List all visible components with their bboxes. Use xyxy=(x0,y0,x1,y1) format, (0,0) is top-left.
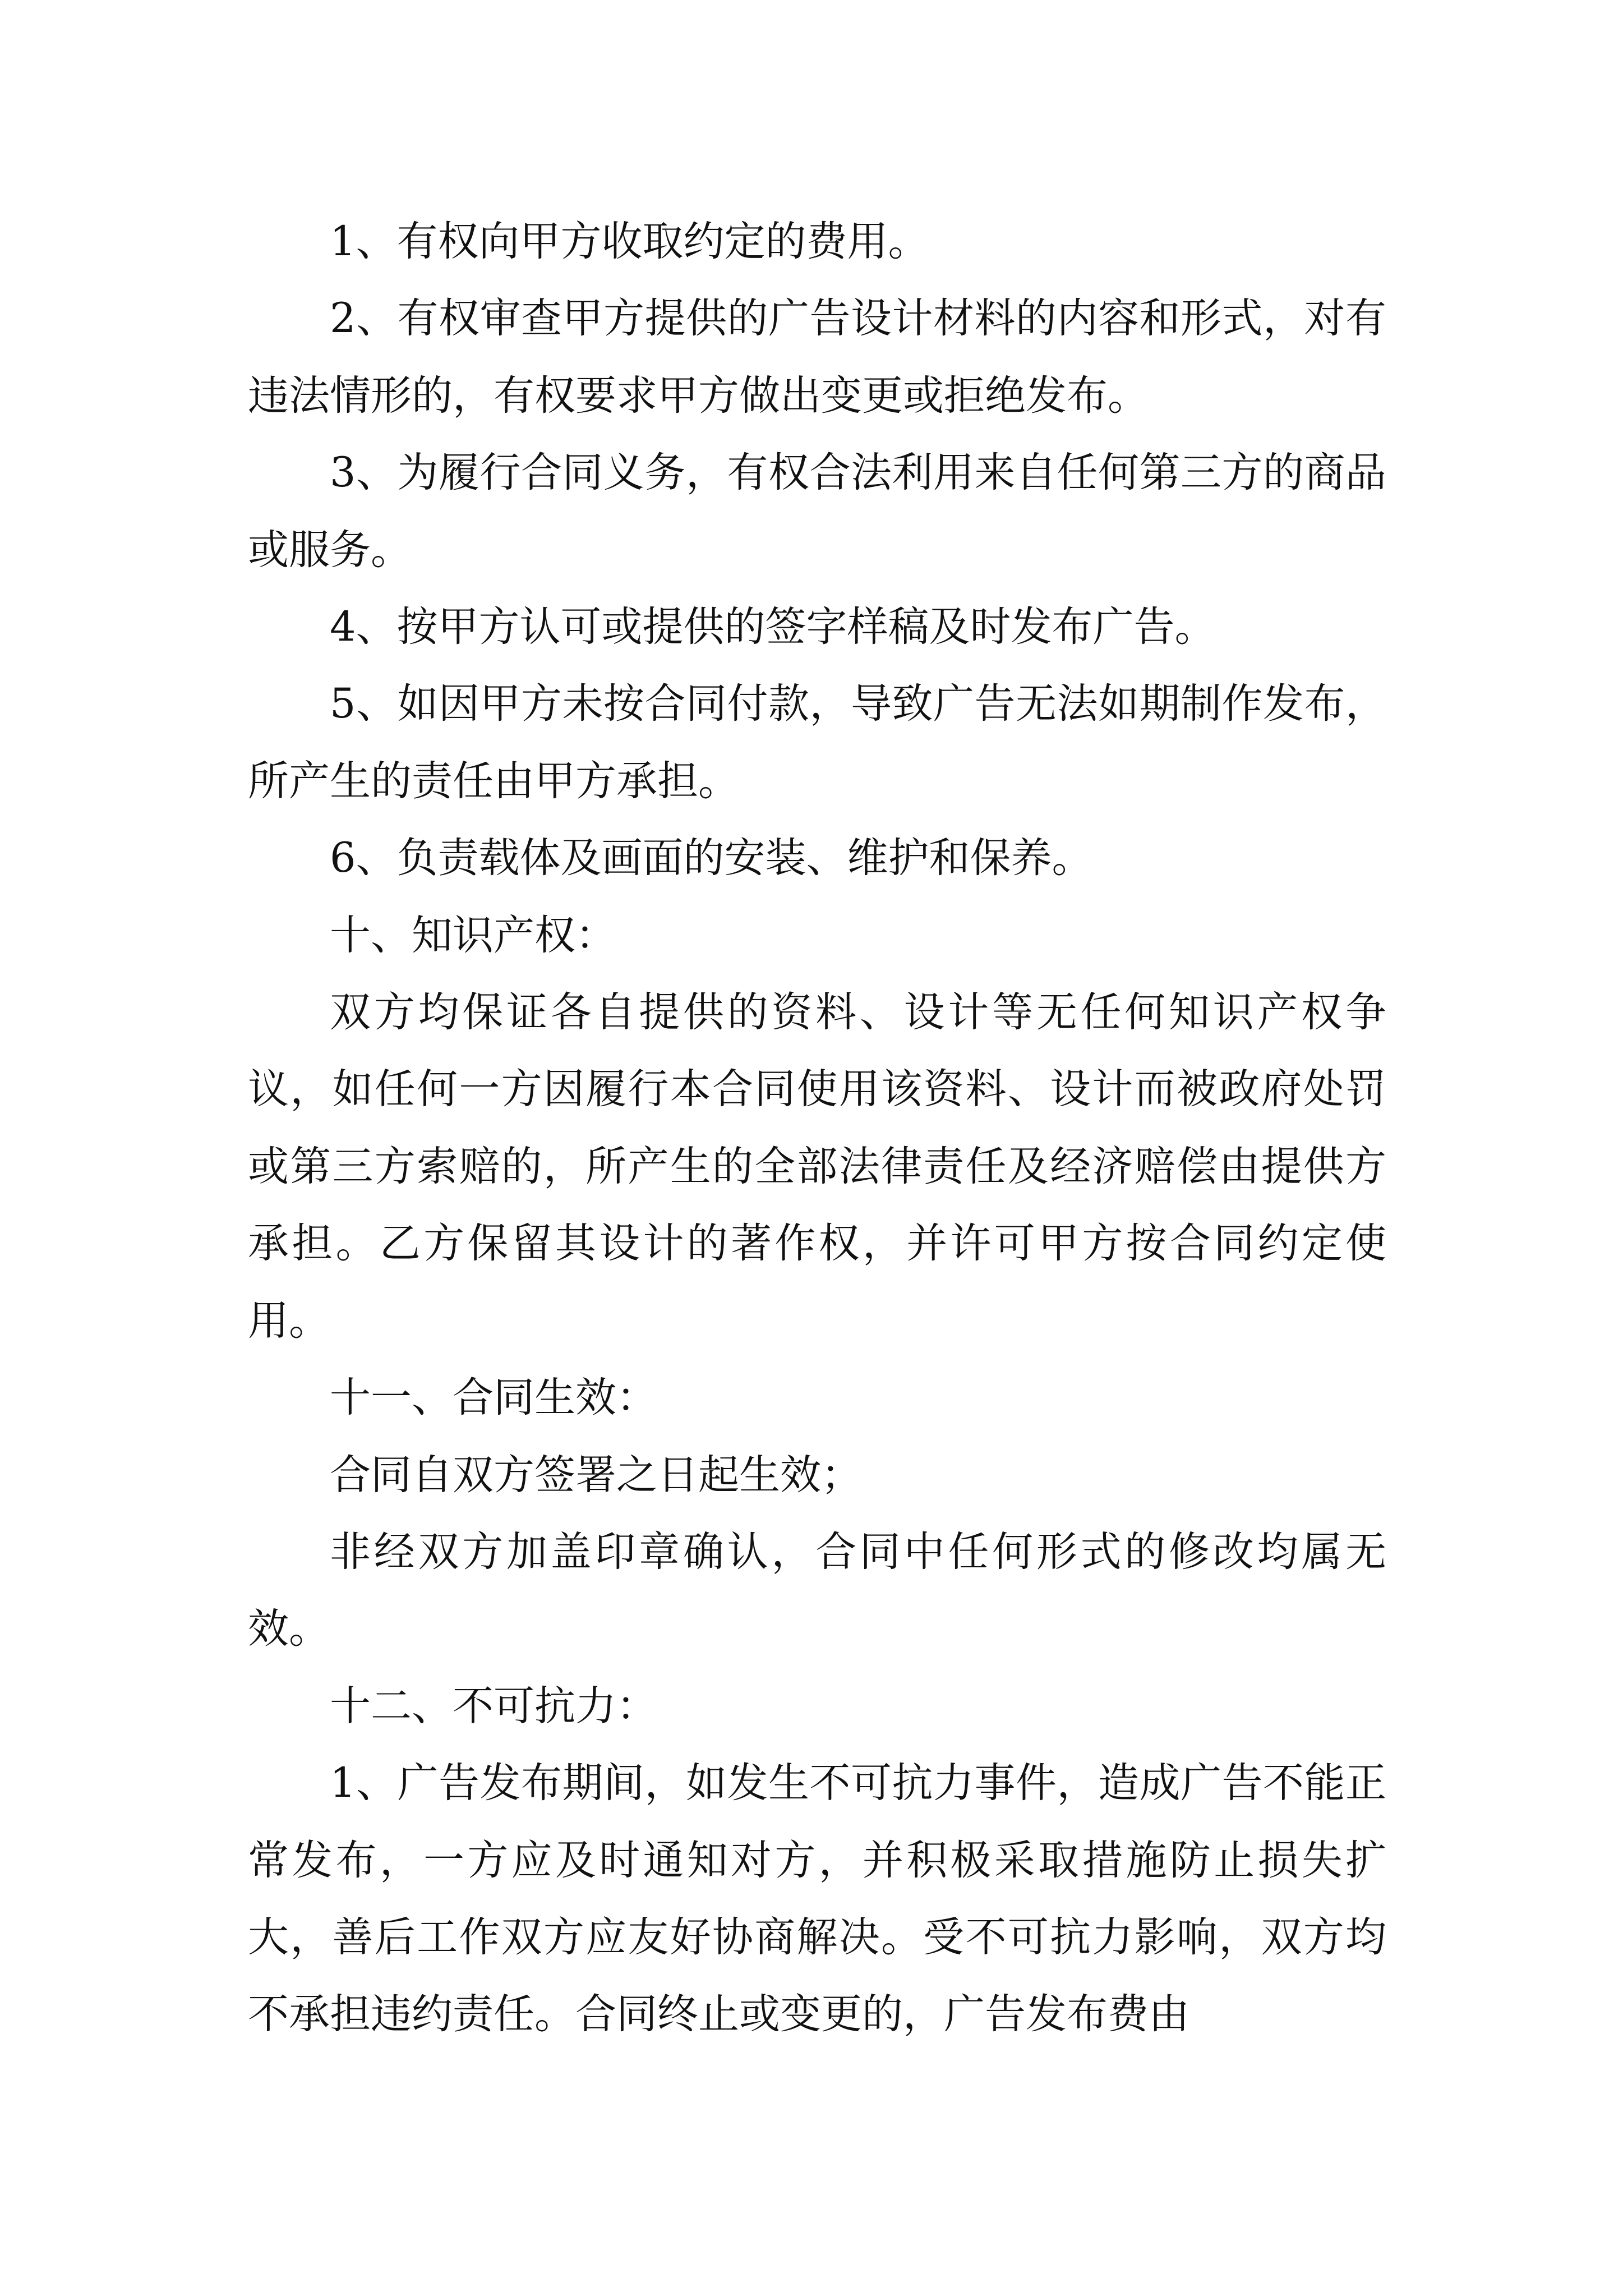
paragraph-rights-2: 2、有权审查甲方提供的广告设计材料的内容和形式，对有违法情形的，有权要求甲方做出变更或拒绝发布。 xyxy=(248,295,1386,420)
paragraph-rights-5: 5、如因甲方未按合同付款，导致广告无法如期制作发布，所产生的责任由甲方承担。 xyxy=(248,680,1386,805)
section-heading-force-majeure: 十二、不可抗力： xyxy=(330,1682,657,1730)
paragraph-contract-effect-1: 合同自双方签署之日起生效； xyxy=(330,1451,862,1499)
paragraph-rights-4: 4、按甲方认可或提供的签字样稿及时发布广告。 xyxy=(330,603,1216,651)
paragraph-intellectual-property: 双方均保证各自提供的资料、设计等无任何知识产权争议，如任何一方因履行本合同使用该资料、设计而被政府处罚或第三方索赔的，所产生的全部法律责任及经济赔偿由提供方承担。乙方保留其设计的著作权，并许可甲方按合同约定使用。 xyxy=(248,988,1386,1345)
section-heading-intellectual-property: 十、知识产权： xyxy=(330,911,616,959)
section-heading-contract-effect: 十一、合同生效： xyxy=(330,1374,657,1422)
paragraph-rights-1: 1、有权向甲方收取约定的费用。 xyxy=(330,218,929,265)
paragraph-contract-effect-2: 非经双方加盖印章确认，合同中任何形式的修改均属无效。 xyxy=(248,1527,1386,1653)
paragraph-force-majeure-1: 1、广告发布期间，如发生不可抗力事件，造成广告不能正常发布，一方应及时通知对方，并积极采取措施防止损失扩大，善后工作双方应友好协商解决。受不可抗力影响，双方均不承担违约责任。合同终止或变更的，广告发布费由 xyxy=(248,1759,1386,2039)
document-body xyxy=(248,203,1386,2053)
paragraph-rights-3: 3、为履行合同义务，有权合法利用来自任何第三方的商品或服务。 xyxy=(248,449,1386,574)
paragraph-rights-6: 6、负责载体及画面的安装、维护和保养。 xyxy=(330,834,1093,882)
